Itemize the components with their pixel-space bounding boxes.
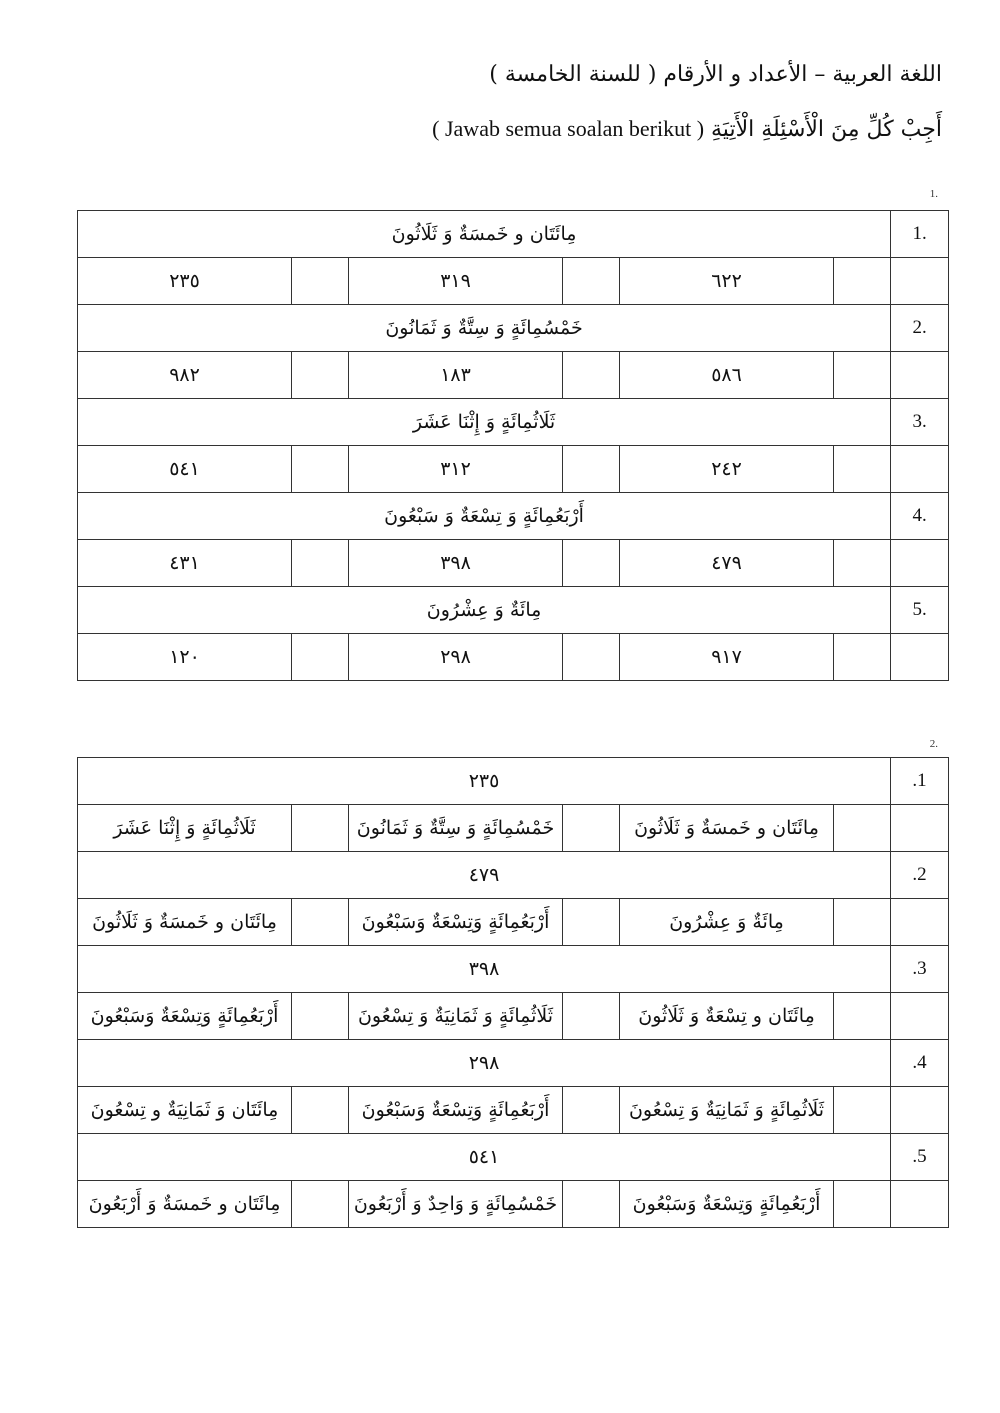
empty-cell <box>891 446 949 493</box>
answer-option: ٢٩٨ <box>349 634 563 681</box>
answer-option: ثَلَاثُمِائَةٍ وَ ثَمَانِيَةٌ وَ تِسْعُونَ <box>349 993 563 1040</box>
instruction-malay: ( Jawab semua soalan berikut ) <box>432 116 705 141</box>
empty-cell <box>891 805 949 852</box>
answer-checkbox[interactable] <box>292 899 349 946</box>
question-prompt: ٤٧٩ <box>78 852 891 899</box>
question-number: .3 <box>891 946 949 993</box>
options-row <box>78 352 949 399</box>
question-number: .4 <box>891 1040 949 1087</box>
section2-label: 2. <box>929 738 938 750</box>
answer-checkbox[interactable] <box>292 993 349 1040</box>
answer-checkbox[interactable] <box>292 258 349 305</box>
question-prompt: مِائَتَان و خَمسَةٌ وَ ثَلَاثُونَ <box>78 211 891 258</box>
answer-checkbox[interactable] <box>563 258 620 305</box>
answer-checkbox[interactable] <box>563 993 620 1040</box>
answer-option: ثَلَاثُمِائَةٍ وَ إِثْنَا عَشَرَ <box>78 805 292 852</box>
question-prompt: مِائَةٌ وَ عِشْرُونَ <box>78 587 891 634</box>
question-prompt: ثَلَاثُمِائَةٍ وَ إِثْنَا عَشَرَ <box>78 399 891 446</box>
empty-cell <box>891 899 949 946</box>
options-row <box>78 540 949 587</box>
options-row <box>78 446 949 493</box>
answer-checkbox[interactable] <box>834 1181 891 1228</box>
answer-checkbox[interactable] <box>563 1181 620 1228</box>
answer-option: ٥٤١ <box>78 446 292 493</box>
answer-checkbox[interactable] <box>292 805 349 852</box>
question-number: 4. <box>891 493 949 540</box>
instruction-arabic: أَجِبْ كُلِّ مِنَ الْأَسْئِلَةِ الْأَتِيَةِ <box>711 117 942 142</box>
answer-option: أَرْبَعُمِائَةٍ وَتِسْعَةٌ وَسَبْعُونَ <box>349 899 563 946</box>
options-row <box>78 258 949 305</box>
answer-option: مِائَتَان وَ ثَمَانِيَةٌ و تِسْعُونَ <box>78 1087 292 1134</box>
answer-checkbox[interactable] <box>834 352 891 399</box>
answer-option: ١٨٣ <box>349 352 563 399</box>
answer-checkbox[interactable] <box>292 1087 349 1134</box>
answer-checkbox[interactable] <box>292 540 349 587</box>
answer-option: مِائَتَان و خَمسَةٌ وَ ثَلَاثُونَ <box>620 805 834 852</box>
answer-checkbox[interactable] <box>834 634 891 681</box>
answer-option: مِائَتَان و خَمسَةٌ وَ ثَلَاثُونَ <box>78 899 292 946</box>
section1-table <box>77 210 949 681</box>
answer-option: ٩١٧ <box>620 634 834 681</box>
question-row <box>78 305 949 352</box>
options-row <box>78 993 949 1040</box>
question-prompt: ٥٤١ <box>78 1134 891 1181</box>
question-prompt: ٣٩٨ <box>78 946 891 993</box>
answer-option: أَرْبَعُمِائَةٍ وَتِسْعَةٌ وَسَبْعُونَ <box>620 1181 834 1228</box>
answer-option: أَرْبَعُمِائَةٍ وَتِسْعَةٌ وَسَبْعُونَ <box>349 1087 563 1134</box>
question-row <box>78 493 949 540</box>
answer-option: ٩٨٢ <box>78 352 292 399</box>
answer-checkbox[interactable] <box>563 1087 620 1134</box>
answer-checkbox[interactable] <box>834 258 891 305</box>
answer-option: مِائَتَان و خَمسَةٌ وَ أَرْبَعُونَ <box>78 1181 292 1228</box>
question-prompt: ٢٣٥ <box>78 758 891 805</box>
answer-checkbox[interactable] <box>563 899 620 946</box>
answer-option: ١٢٠ <box>78 634 292 681</box>
answer-checkbox[interactable] <box>834 540 891 587</box>
empty-cell <box>891 634 949 681</box>
answer-option: ٣١٢ <box>349 446 563 493</box>
question-number: 2. <box>891 305 949 352</box>
page-title: اللغة العربية – الأعداد و الأرقام ( للسنة الخامسة ) <box>489 62 942 87</box>
answer-checkbox[interactable] <box>834 993 891 1040</box>
section2-table <box>77 757 949 1228</box>
empty-cell <box>891 258 949 305</box>
answer-option: ٥٨٦ <box>620 352 834 399</box>
options-row <box>78 1087 949 1134</box>
answer-option: ٤٣١ <box>78 540 292 587</box>
question-row <box>78 758 949 805</box>
empty-cell <box>891 1181 949 1228</box>
answer-option: خَمْسُمِائَةٍ وَ وَاحِدٌ وَ أَرْبَعُونَ <box>349 1181 563 1228</box>
answer-checkbox[interactable] <box>292 1181 349 1228</box>
answer-checkbox[interactable] <box>292 352 349 399</box>
question-row <box>78 1040 949 1087</box>
empty-cell <box>891 540 949 587</box>
question-row <box>78 946 949 993</box>
options-row <box>78 1181 949 1228</box>
instruction <box>432 116 942 142</box>
answer-checkbox[interactable] <box>292 446 349 493</box>
question-number: .1 <box>891 758 949 805</box>
answer-option: ٤٧٩ <box>620 540 834 587</box>
empty-cell <box>891 993 949 1040</box>
answer-checkbox[interactable] <box>563 446 620 493</box>
question-row <box>78 1134 949 1181</box>
question-row <box>78 399 949 446</box>
answer-checkbox[interactable] <box>292 634 349 681</box>
empty-cell <box>891 1087 949 1134</box>
answer-checkbox[interactable] <box>834 805 891 852</box>
answer-option: ٢٤٢ <box>620 446 834 493</box>
question-row <box>78 587 949 634</box>
answer-option: ٢٣٥ <box>78 258 292 305</box>
empty-cell <box>891 352 949 399</box>
question-prompt: ٢٩٨ <box>78 1040 891 1087</box>
options-row <box>78 899 949 946</box>
question-prompt: أَرْبَعُمِائَةٍ وَ تِسْعَةٌ وَ سَبْعُونَ <box>78 493 891 540</box>
answer-checkbox[interactable] <box>834 446 891 493</box>
question-prompt: خَمْسُمِائَةٍ وَ سِتَّةٌ وَ ثَمَانُونَ <box>78 305 891 352</box>
answer-checkbox[interactable] <box>834 899 891 946</box>
answer-option: ٣١٩ <box>349 258 563 305</box>
answer-option: ثَلَاثُمِائَةٍ وَ ثَمَانِيَةٌ وَ تِسْعُونَ <box>620 1087 834 1134</box>
answer-option: خَمْسُمِائَةٍ وَ سِتَّةٌ وَ ثَمَانُونَ <box>349 805 563 852</box>
answer-option: مِائَةٌ وَ عِشْرُونَ <box>620 899 834 946</box>
question-row <box>78 211 949 258</box>
answer-option: ٦٢٢ <box>620 258 834 305</box>
question-number: 5. <box>891 587 949 634</box>
answer-checkbox[interactable] <box>563 805 620 852</box>
answer-checkbox[interactable] <box>563 352 620 399</box>
section1-label: 1. <box>929 188 938 200</box>
question-number: .5 <box>891 1134 949 1181</box>
options-row <box>78 805 949 852</box>
answer-checkbox[interactable] <box>834 1087 891 1134</box>
options-row <box>78 634 949 681</box>
question-number: .2 <box>891 852 949 899</box>
question-number: 3. <box>891 399 949 446</box>
answer-option: مِائَتَان و تِسْعَةٌ وَ ثَلَاثُونَ <box>620 993 834 1040</box>
answer-checkbox[interactable] <box>563 540 620 587</box>
answer-option: أَرْبَعُمِائَةٍ وَتِسْعَةٌ وَسَبْعُونَ <box>78 993 292 1040</box>
answer-checkbox[interactable] <box>563 634 620 681</box>
question-row <box>78 852 949 899</box>
question-number: 1. <box>891 211 949 258</box>
answer-option: ٣٩٨ <box>349 540 563 587</box>
